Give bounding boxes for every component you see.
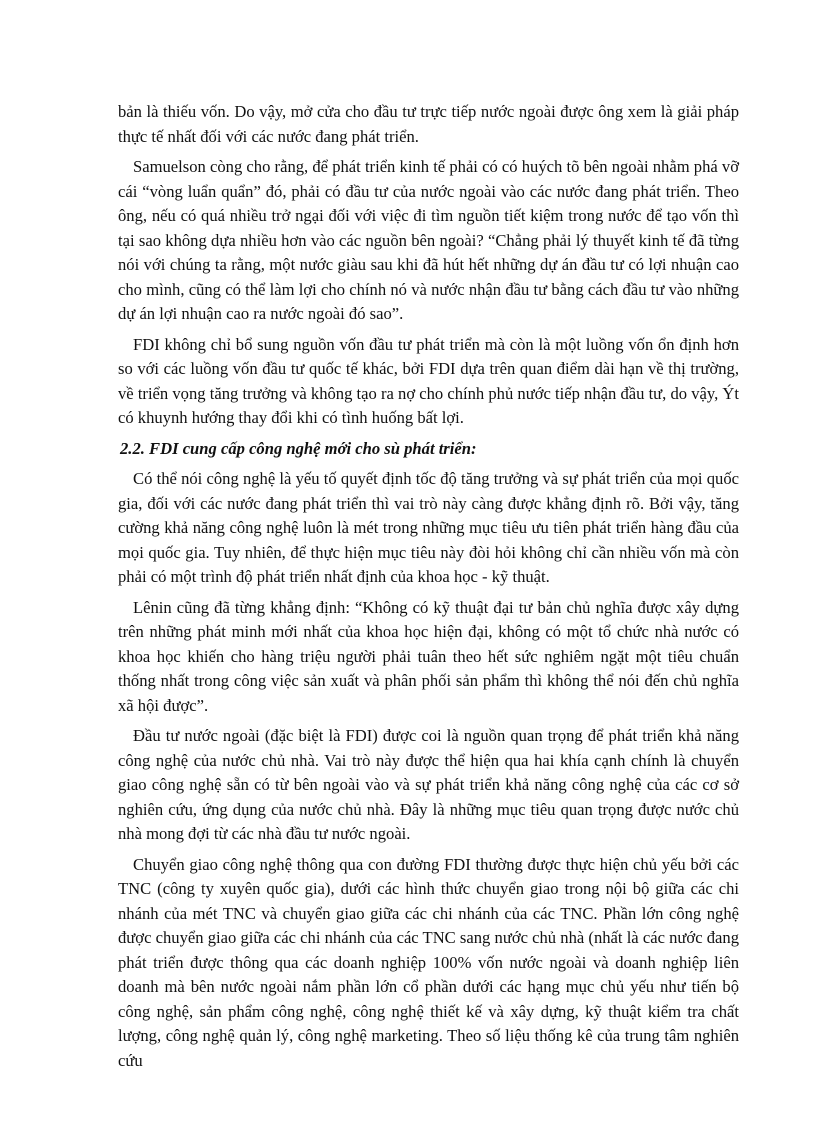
paragraph: Lênin cũng đã từng khẳng định: “Không có kỹ thuật đại tư bản chủ nghĩa được xây dựng trên những phát minh mới nhất của khoa học hiện đại, không có một tổ chức nhà nước có khoa học khiến cho hàng triệu người phải tuân theo hết sức nghiêm ngặt một tiêu chuẩn thống nhất trong công việc sản xuất và phân phối sản phẩm thì không thể nói đến chủ nghĩa xã hội được”.: [118, 597, 739, 715]
paragraph: Có thể nói công nghệ là yếu tố quyết định tốc độ tăng trưởng và sự phát triển của mọi quốc gia, đối với các nước đang phát triển thì vai trò này càng được khẳng định rõ. Bởi vậy, tăng cường khả năng công nghệ luôn là mét trong những mục tiêu ưu tiên phát triển hàng đầu của mọi quốc gia. Tuy nhiên, để thực hiện mục tiêu này đòi hỏi không chỉ cần nhiều vốn mà còn phải có một trình độ phát triển nhất định của khoa học - kỹ thuật.: [118, 469, 739, 586]
section-heading: 2.2. FDI cung cấp công nghệ mới cho sù phát triển:: [120, 438, 477, 458]
paragraph: Chuyển giao công nghệ thông qua con đường FDI thường được thực hiện chủ yếu bởi các TNC (công ty xuyên quốc gia), dưới các hình thức chuyển giao trong nội bộ giữa các chi nhánh của mét TNC và chuyển giao giữa các chi nhánh của các TNC. Phần lớn công nghệ được chuyển giao giữa các chi nhánh của các TNC sang nước chủ nhà (nhất là các nước đang phát triển được thông qua các doanh nghiệp 100% vốn nước ngoài và doanh nghiệp liên doanh mà bên nước ngoài nắm phần lớn cổ phần dưới các hạng mục chủ yếu như tiến bộ công nghệ, sản phẩm công nghệ, công nghệ thiết kế và xây dựng, kỹ thuật kiểm tra chất lượng, công nghệ quản lý, công nghệ marketing. Theo số liệu thống kê của trung tâm nghiên cứu: [118, 854, 739, 1070]
paragraph: Samuelson còng cho rằng, để phát triển kinh tế phải có có huých tõ bên ngoài nhằm phá vỡ cái “vòng luẩn quẩn” đó, phải có đầu tư của nước ngoài vào các nước đang phát triển. Theo ông, nếu có quá nhiều trở ngại đối với việc đi tìm nguồn tiết kiệm trong nước để tạo vốn thì tại sao không dựa nhiều hơn vào các nguồn bên ngoài? “Chẳng phải lý thuyết kinh tế đã từng nói với chúng ta rằng, một nước giàu sau khi đã hút hết những dự án đầu tư có lợi nhuận cao cho mình, cũng có thể làm lợi cho chính nó và nước nhận đầu tư bằng cách đầu tư vào những dự án lợi nhuận cao ra nước ngoài đó sao”.: [118, 157, 739, 323]
paragraph: FDI không chỉ bổ sung nguồn vốn đầu tư phát triển mà còn là một luồng vốn ổn định hơn so với các luồng vốn đầu tư quốc tế khác, bởi FDI dựa trên quan điểm dài hạn về thị trường, về triển vọng tăng trưởng và không tạo ra nợ cho chính phủ nước tiếp nhận đầu tư, do vậy, Ýt có khuynh hướng thay đổi khi có tình huống bất lợi.: [118, 334, 739, 427]
document-page: [118, 100, 739, 1079]
paragraph: Đầu tư nước ngoài (đặc biệt là FDI) được coi là nguồn quan trọng để phát triển khả năng công nghệ của nước chủ nhà. Vai trò này được thể hiện qua hai khía cạnh chính là chuyển giao công nghệ sẵn có từ bên ngoài vào và sự phát triển khả năng công nghệ của các cơ sở nghiên cứu, ứng dụng của nước chủ nhà. Đây là những mục tiêu quan trọng được nước chủ nhà mong đợi từ các nhà đầu tư nước ngoài.: [118, 726, 739, 843]
paragraph: bản là thiếu vốn. Do vậy, mở cửa cho đầu tư trực tiếp nước ngoài được ông xem là giải pháp thực tế nhất đối với các nước đang phát triển.: [118, 102, 739, 146]
